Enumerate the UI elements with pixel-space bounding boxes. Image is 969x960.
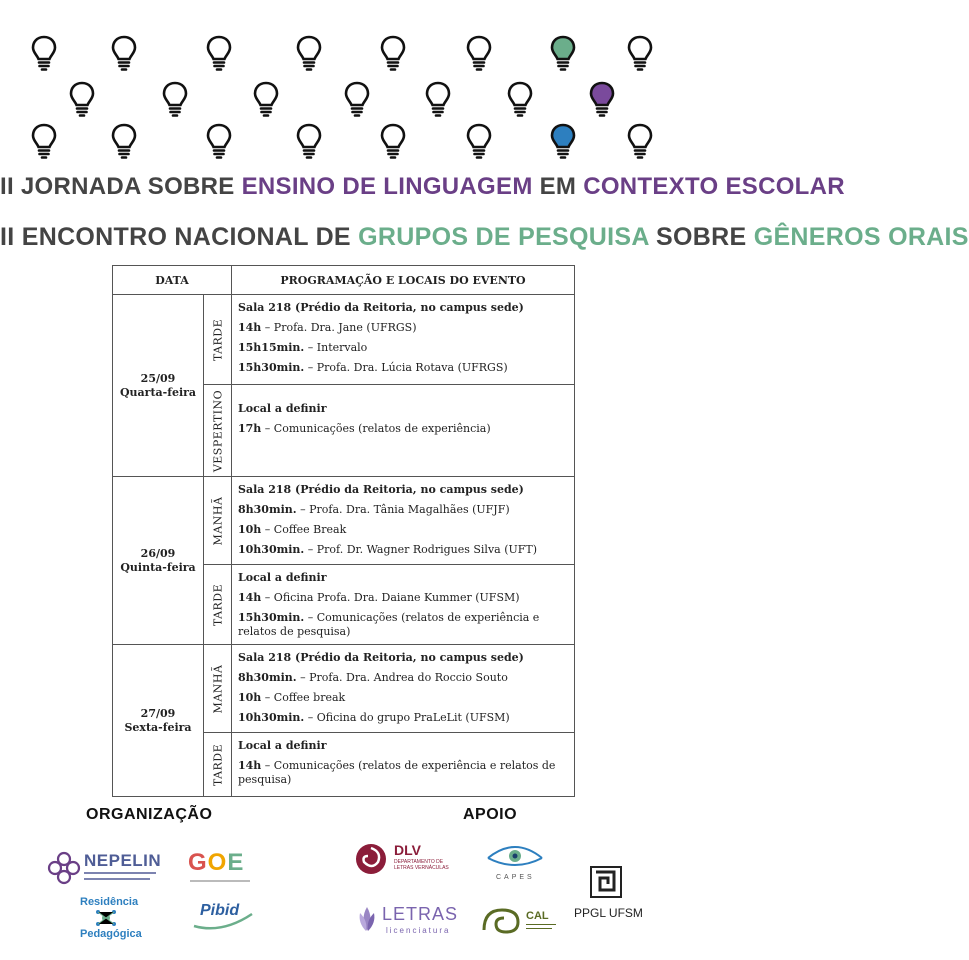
schedule-time: 15h30min. [238, 611, 305, 624]
program-cell [232, 477, 575, 565]
location-name: Local a definir [238, 571, 327, 584]
pedagogica-text: Pedagógica [80, 928, 142, 940]
schedule-description: – Profa. Dra. Lúcia Rotava (UFRGS) [304, 361, 508, 374]
lightbulb-icon [550, 123, 576, 161]
schedule-description: – Profa. Dra. Jane (UFRGS) [261, 321, 417, 334]
schedule-time: 14h [238, 321, 262, 334]
letras-subtitle: licenciatura [386, 926, 451, 935]
schedule-description: – Profa. Dra. Tânia Magalhães (UFJF) [296, 503, 510, 516]
period-cell [204, 733, 232, 797]
schedule-item [238, 540, 568, 560]
lightbulb-icon [380, 123, 406, 161]
program-cell [232, 645, 575, 733]
weekday-text: Sexta-feira [124, 720, 192, 734]
table-row [113, 295, 575, 385]
location-name: Local a definir [238, 402, 327, 415]
lightbulb-icon [627, 123, 653, 161]
goe-logo [186, 849, 256, 883]
program-cell [232, 295, 575, 385]
period-label: MANHÃ [211, 664, 224, 713]
cal-logo [480, 904, 560, 940]
schedule-time: 10h [238, 523, 262, 536]
letras-name: LETRAS [382, 904, 459, 924]
schedule-item [238, 688, 568, 708]
date-cell [113, 645, 204, 797]
program-cell [232, 385, 575, 477]
lightbulb-icon [31, 35, 57, 73]
table-header-row [113, 266, 575, 295]
lightbulb-icon [206, 35, 232, 73]
capes-eye-icon [484, 838, 546, 872]
schedule-time: 8h30min. [238, 671, 297, 684]
period-label: TARDE [211, 583, 224, 626]
header-program: PROGRAMAÇÃO E LOCAIS DO EVENTO [232, 266, 575, 295]
location-name: Sala 218 (Prédio da Reitoria, no campus sede) [238, 651, 524, 664]
location-name: Local a definir [238, 739, 327, 752]
location-text [238, 298, 568, 318]
schedule-item [238, 588, 568, 608]
schedule-time: 15h30min. [238, 361, 305, 374]
event-title-jornada: II JORNADA SOBRE ENSINO DE LINGUAGEM EM CONTEXTO ESCOLAR [0, 173, 845, 200]
lightbulb-icon [344, 81, 370, 119]
letras-logo [356, 903, 459, 937]
location-text [238, 736, 568, 756]
schedule-item [238, 500, 568, 520]
residencia-text: Residência [80, 896, 139, 908]
schedule-time: 14h [238, 591, 262, 604]
lightbulb-icon [111, 35, 137, 73]
apoio-title: APOIO [463, 806, 518, 823]
nepelin-logo [44, 848, 164, 888]
schedule-item [238, 419, 568, 439]
schedule-item [238, 611, 568, 639]
schedule-time: 15h15min. [238, 341, 305, 354]
letras-flower-icon [356, 905, 378, 933]
schedule-item [238, 318, 568, 338]
nepelin-name: NEPELIN [84, 851, 162, 870]
network-icon [96, 910, 116, 926]
program-cell [232, 565, 575, 645]
lightbulb-icon [296, 123, 322, 161]
cal-name: CAL [526, 910, 549, 922]
schedule-description: – Comunicações (relatos de experiência) [261, 422, 491, 435]
lightbulb-decoration [0, 0, 678, 165]
lightbulb-icon [466, 35, 492, 73]
lightbulb-icon [627, 35, 653, 73]
schedule-description: – Comunicações (relatos de experiência e relatos de pesquisa) [238, 759, 556, 786]
schedule-time: 10h30min. [238, 543, 305, 556]
period-cell [204, 477, 232, 565]
lightbulb-icon [466, 123, 492, 161]
schedule-item [238, 668, 568, 688]
nepelin-icon [46, 850, 82, 886]
dlv-logo [354, 842, 458, 878]
weekday-text: Quinta-feira [120, 560, 196, 574]
table-row [113, 477, 575, 565]
schedule-time: 10h [238, 691, 262, 704]
schedule-time: 17h [238, 422, 262, 435]
schedule-time: 14h [238, 759, 262, 772]
period-cell [204, 565, 232, 645]
lightbulb-icon [589, 81, 615, 119]
period-cell [204, 385, 232, 477]
organizacao-title: ORGANIZAÇÃO [86, 806, 213, 823]
date-text: 26/09 [140, 546, 176, 560]
period-label: TARDE [211, 743, 224, 786]
date-cell [113, 477, 204, 645]
period-cell [204, 295, 232, 385]
schedule-item [238, 358, 568, 378]
date-text: 27/09 [140, 706, 176, 720]
schedule-time: 8h30min. [238, 503, 297, 516]
schedule-description: – Coffee break [261, 691, 346, 704]
date-cell [113, 295, 204, 477]
schedule-item [238, 759, 568, 787]
schedule-description: – Coffee Break [261, 523, 347, 536]
schedule-description: – Profa. Dra. Andrea do Roccio Souto [296, 671, 508, 684]
lightbulb-icon [206, 123, 232, 161]
lightbulb-icon [507, 81, 533, 119]
schedule-time: 10h30min. [238, 711, 305, 724]
location-text [238, 648, 568, 668]
location-text [238, 399, 568, 419]
goe-name: GOE [188, 849, 245, 876]
date-text: 25/09 [140, 371, 176, 385]
location-name: Sala 218 (Prédio da Reitoria, no campus sede) [238, 483, 524, 496]
schedule-description: – Prof. Dr. Wagner Rodrigues Silva (UFT) [304, 543, 538, 556]
lightbulb-icon [296, 35, 322, 73]
lightbulb-icon [253, 81, 279, 119]
schedule-description: – Intervalo [304, 341, 368, 354]
cal-swirl-icon [480, 904, 524, 938]
location-text [238, 568, 568, 588]
weekday-text: Quarta-feira [119, 385, 197, 399]
period-label: MANHÃ [211, 496, 224, 545]
location-text [238, 480, 568, 500]
capes-name: CAPES [496, 874, 535, 881]
program-cell [232, 733, 575, 797]
ppgl-emblem-icon [588, 864, 624, 900]
location-name: Sala 218 (Prédio da Reitoria, no campus sede) [238, 301, 524, 314]
lightbulb-icon [162, 81, 188, 119]
lightbulb-icon [380, 35, 406, 73]
schedule-item [238, 708, 568, 728]
schedule-item [238, 338, 568, 358]
capes-logo [480, 838, 550, 886]
header-date: DATA [113, 266, 232, 295]
dlv-swirl-icon [354, 842, 390, 876]
lightbulb-icon [111, 123, 137, 161]
schedule-description: – Comunicações (relatos de experiência e relatos de pesquisa) [238, 611, 540, 638]
dlv-subtitle: DEPARTAMENTO DE LETRAS VERNÁCULAS [394, 859, 449, 871]
schedule-description: – Oficina Profa. Dra. Daiane Kummer (UFSM) [261, 591, 520, 604]
dlv-name: DLV [394, 842, 421, 858]
lightbulb-icon [31, 123, 57, 161]
schedule-table [112, 265, 575, 797]
schedule-description: – Oficina do grupo PraLeLit (UFSM) [304, 711, 510, 724]
ppgl-logo [574, 860, 644, 926]
event-title-encontro: II ENCONTRO NACIONAL DE GRUPOS DE PESQUISA SOBRE GÊNEROS ORAIS [0, 223, 969, 251]
table-row [113, 645, 575, 733]
lightbulb-icon [69, 81, 95, 119]
ppgl-name: PPGL UFSM [574, 906, 643, 920]
residencia-pedagogica-logo [78, 896, 142, 942]
period-cell [204, 645, 232, 733]
pibid-logo [192, 900, 258, 934]
lightbulb-icon [425, 81, 451, 119]
period-label: VESPERTINO [211, 389, 224, 472]
lightbulb-icon [550, 35, 576, 73]
pibid-name: Pibid [200, 902, 240, 919]
schedule-item [238, 520, 568, 540]
period-label: TARDE [211, 318, 224, 361]
